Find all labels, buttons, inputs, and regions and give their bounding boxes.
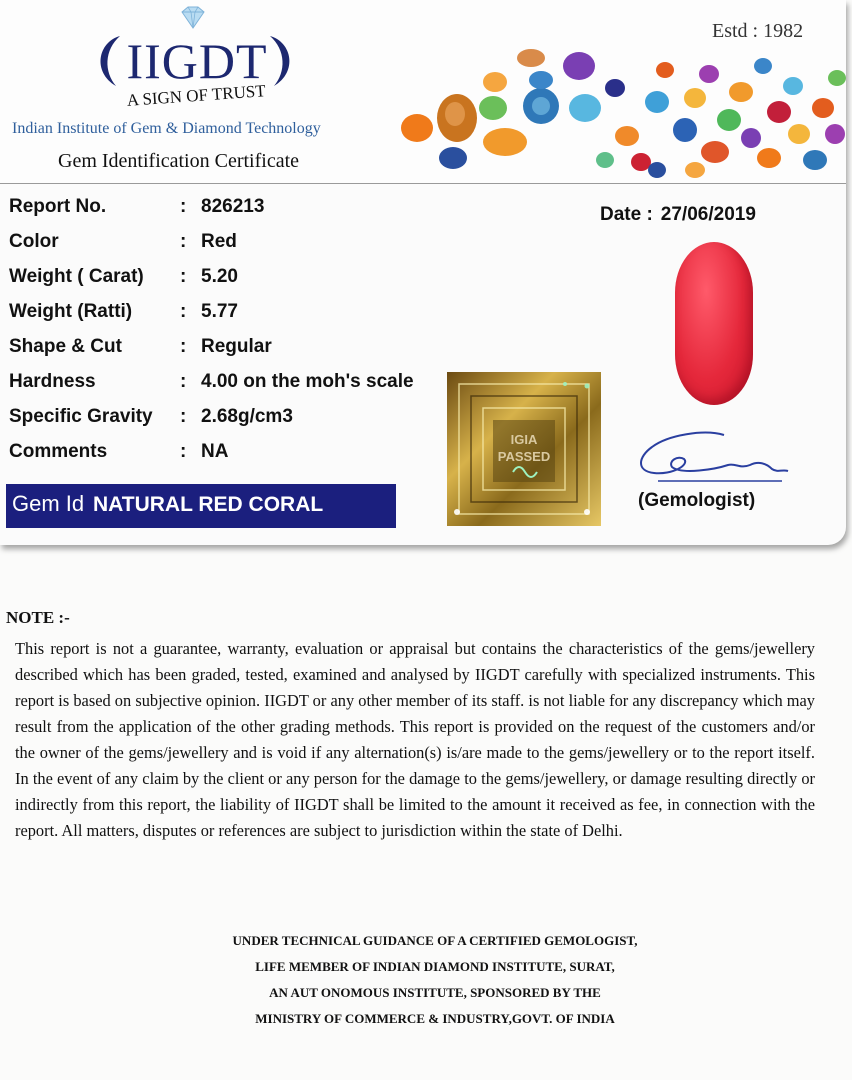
detail-separator: : (180, 266, 187, 287)
gemstones-image (395, 30, 846, 188)
detail-label: Shape & Cut (9, 336, 122, 357)
detail-value: 2.68g/cm3 (201, 406, 293, 427)
detail-separator: : (180, 406, 187, 427)
gem-id-bar (6, 484, 396, 528)
detail-label: Color (9, 231, 59, 252)
detail-label: Hardness (9, 371, 96, 392)
detail-separator: : (180, 301, 187, 322)
gemologist-label: (Gemologist) (638, 490, 756, 511)
detail-separator: : (180, 336, 187, 357)
footer-credentials (150, 928, 720, 1032)
hologram-text: PASSED (497, 449, 551, 464)
note-heading: NOTE :- (6, 608, 70, 627)
date-label: Date : (600, 204, 653, 225)
detail-row-weight-ratti (0, 301, 450, 331)
established-year: Estd : 1982 (712, 20, 804, 42)
detail-value: 5.20 (201, 266, 238, 287)
footer-line: LIFE MEMBER OF INDIAN DIAMOND INSTITUTE, SURAT, (255, 959, 615, 974)
detail-value: 5.77 (201, 301, 238, 322)
detail-label: Weight ( Carat) (9, 266, 144, 287)
date-value: 27/06/2019 (660, 204, 756, 225)
institute-name: Indian Institute of Gem & Diamond Technology (12, 120, 321, 137)
gem-id-label: Gem Id (12, 491, 85, 516)
header-divider (0, 183, 846, 184)
detail-separator: : (180, 231, 187, 252)
detail-label: Weight (Ratti) (9, 301, 133, 322)
gemologist-signature (632, 425, 792, 487)
gem-id-value: NATURAL RED CORAL (93, 493, 324, 516)
footer-line: UNDER TECHNICAL GUIDANCE OF A CERTIFIED GEMOLOGIST, (232, 933, 638, 948)
detail-row-report-no (0, 196, 450, 226)
logo-wordmark-text: IIGDT (126, 33, 268, 89)
certificate-header (0, 0, 846, 183)
detail-row-color (0, 231, 450, 261)
diamond-icon (178, 6, 208, 30)
hologram-text: IGIA (510, 432, 538, 447)
detail-row-weight-carat (0, 266, 450, 296)
certificate-title: Gem Identification Certificate (58, 150, 300, 172)
detail-row-hardness (0, 371, 450, 401)
report-date (600, 204, 840, 226)
detail-separator: : (180, 196, 187, 217)
footer-line: MINISTRY OF COMMERCE & INDUSTRY,GOVT. OF INDIA (255, 1011, 615, 1026)
detail-value: Red (201, 231, 237, 252)
detail-row-specific-gravity (0, 406, 450, 436)
hologram-seal (447, 372, 601, 526)
detail-row-comments (0, 441, 450, 471)
detail-value: 826213 (201, 196, 265, 217)
detail-separator: : (180, 441, 187, 462)
tagline: A SIGN OF TRUST (126, 81, 267, 110)
detail-label: Comments (9, 441, 108, 462)
detail-value: NA (201, 441, 229, 462)
detail-label: Specific Gravity (9, 406, 153, 427)
detail-value: Regular (201, 336, 272, 357)
detail-row-shape-cut (0, 336, 450, 366)
detail-separator: : (180, 371, 187, 392)
detail-label: Report No. (9, 196, 107, 217)
coral-gem-photo (675, 242, 753, 405)
note-body: This report is not a guarantee, warranty, evaluation or appraisal but contains the characteristics of the gems/jewellery described which has been graded, tested, examined and analysed by IIGDT carefully with specialized instruments. This report is based on subjective opinion. IIGDT or any other member of its staff. is not liable for any discrepancy which may result from the application of the other grading methods. This report is provided on the request of the customers and/or the owner of the gems/jewellery and is void if any alternation(s) is/are made to the gems/jewellery or to the report itself. In the event of any claim by the client or any person for the damage to the gems/jewellery, or damage resulting directly or indirectly from this report, the liability of IIGDT shall be limited to the amount it received as fee, in connection with the report. All matters, disputes or references are subject to jurisdiction within the state of Delhi. (15, 639, 815, 840)
detail-value: 4.00 on the moh's scale (201, 371, 414, 392)
footer-line: AN AUT ONOMOUS INSTITUTE, SPONSORED BY THE (269, 985, 601, 1000)
